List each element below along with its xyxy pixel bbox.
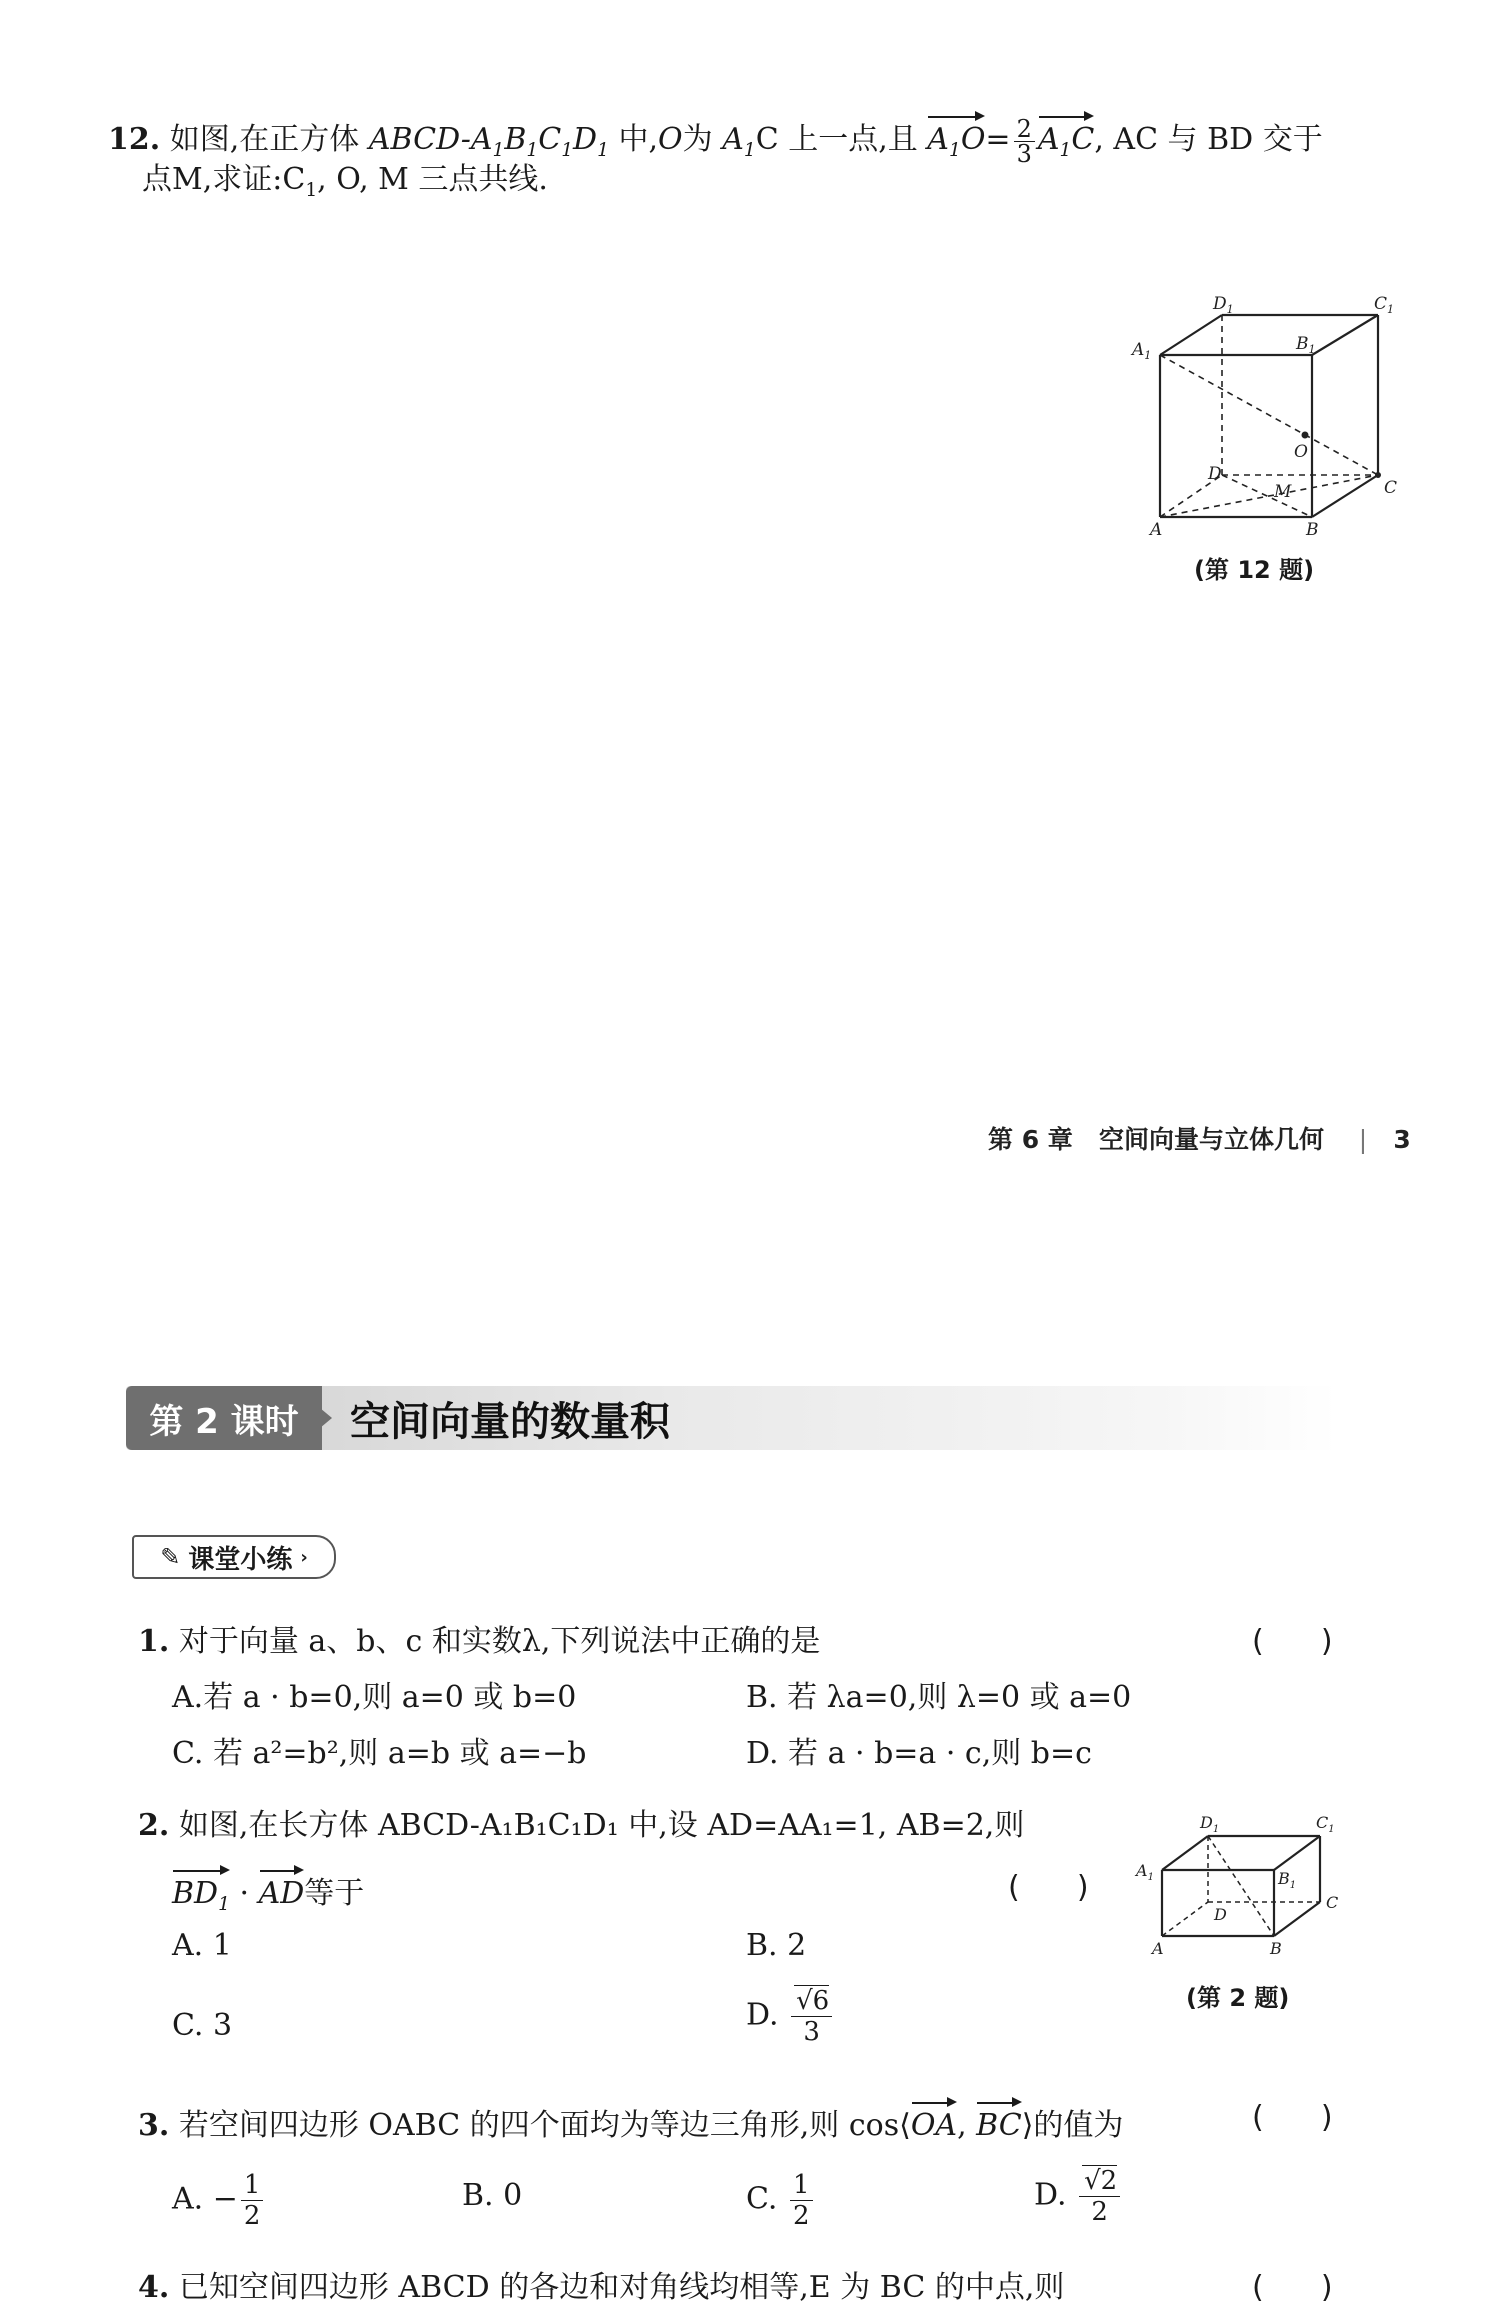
q3-option-a-label: A. −	[172, 2181, 238, 2217]
q2-label-c: C	[1326, 1893, 1339, 1912]
q2-option-a: A. 1	[172, 1928, 232, 1963]
q12-segment: $A_1$	[722, 122, 756, 161]
q12-cube-figure	[1130, 295, 1410, 535]
q2-label-b: B	[1270, 1939, 1282, 1958]
q12-line2-text-b: , O, M 三点共线.	[317, 162, 548, 197]
q12-label-d1: $D_1$	[1213, 295, 1234, 316]
q12-vector-a1o: $A_1O$	[927, 112, 985, 160]
q2-label-a: A	[1152, 1939, 1164, 1958]
lesson-tag: 第 2 课时	[126, 1386, 322, 1450]
section-label-text: 课堂小练	[188, 1544, 293, 1575]
page-footer	[988, 1120, 1411, 1156]
q2-option-d-label: D.	[746, 1997, 779, 2033]
q2-option-d	[746, 1986, 835, 2047]
q4-number: 4.	[138, 2270, 170, 2305]
q12-label-c1: $C_1$	[1374, 295, 1395, 316]
footer-title: 空间向量与立体几何	[1098, 1125, 1324, 1154]
q12-line2-text: 点M,求证:C	[142, 162, 306, 197]
q3-stem-pre: 若空间四边形 OABC 的四个面均为等边三角形,则 cos⟨	[178, 2108, 911, 2143]
q3-option-c-fraction: $\frac{1}{2}$	[790, 2170, 813, 2231]
q3-option-b: B. 0	[462, 2178, 523, 2213]
q3-option-a-fraction: $\frac{1}{2}$	[241, 2170, 264, 2231]
q2-option-d-denominator: 3	[803, 2017, 820, 2047]
q3-answer-paren: ( )	[1252, 2100, 1333, 2135]
lesson-tag-pointer	[320, 1408, 332, 1428]
q2-answer-paren: ( )	[1008, 1870, 1089, 1905]
q3-option-c	[746, 2170, 816, 2231]
q3-vector-oa: OA	[911, 2098, 957, 2146]
q12-fraction: $\frac{2}{3}$	[1014, 117, 1035, 166]
q12-text-mid1: 中,	[618, 122, 659, 157]
q2-vector-ad: AD	[259, 1866, 305, 1914]
q3-option-c-label: C.	[746, 2181, 778, 2217]
q2-vector-bd1: $BD_1$	[172, 1866, 230, 1914]
q2-label-a1: $A_1$	[1136, 1861, 1154, 1883]
q2-stem	[138, 1806, 1024, 1846]
q12-label-m: M	[1274, 482, 1292, 502]
q12-label-b: B	[1306, 520, 1319, 535]
q3-comma: ,	[957, 2108, 977, 2143]
q1-option-b: B. 若 λa=0,则 λ=0 或 a=0	[746, 1680, 1132, 1715]
q1-number: 1.	[138, 1624, 170, 1659]
q3-stem	[138, 2098, 1123, 2146]
q4-stem	[138, 2268, 1064, 2308]
q12-figure-caption: (第 12 题)	[1194, 556, 1315, 584]
pencil-icon: ✎	[160, 1543, 181, 1571]
q4-stem-text: 已知空间四边形 ABCD 的各边和对角线均相等,E 为 BC 的中点,则	[178, 2270, 1065, 2305]
q1-stem	[138, 1622, 820, 1662]
arrow-right-icon: ›	[300, 1546, 308, 1568]
q1-option-d: D. 若 a · b=a · c,则 b=c	[746, 1736, 1092, 1771]
q2-label-d1: $D_1$	[1200, 1813, 1220, 1835]
q12-line1	[108, 112, 1323, 166]
q12-eq: =	[985, 122, 1011, 157]
q12-number: 12.	[108, 122, 161, 157]
q1-option-a: A.若 a · b=0,则 a=0 或 b=0	[172, 1680, 577, 1715]
q12-point-o: O	[658, 122, 683, 157]
q2-option-d-numerator: √6	[796, 1986, 830, 2016]
q12-text-pre: 如图,在正方体	[169, 122, 360, 157]
q3-stem-post: ⟩的值为	[1021, 2108, 1124, 2143]
q12-line2: 点M,求证$:C_1$, O, M 三点共线.	[142, 162, 548, 201]
q12-label-b1: $B_1$	[1296, 334, 1316, 356]
footer-separator: |	[1358, 1125, 1368, 1154]
q2-option-b: B. 2	[746, 1928, 807, 1963]
q2-label-b1: $B_1$	[1278, 1869, 1297, 1891]
q12-text-tail: , AC 与 BD 交于	[1094, 122, 1323, 157]
q12-vector-a1c: $A_1C$	[1038, 112, 1094, 160]
q1-stem-text: 对于向量 a、b、c 和实数λ,下列说法中正确的是	[178, 1624, 821, 1659]
q1-answer-paren: ( )	[1252, 1624, 1333, 1659]
q3-option-a	[172, 2170, 266, 2231]
q3-vector-bc: BC	[976, 2098, 1022, 2146]
q2-stem-line2	[172, 1866, 364, 1914]
q2-dot: ·	[229, 1876, 259, 1911]
page-number: 3	[1393, 1125, 1411, 1154]
q12-label-a1: $A_1$	[1132, 340, 1152, 362]
q3-number: 3.	[138, 2108, 170, 2143]
q12-label-o: O	[1294, 442, 1308, 462]
q12-text-mid2: 为	[682, 122, 713, 157]
q2-label-d: D	[1214, 1905, 1227, 1924]
q2-number: 2.	[138, 1808, 170, 1843]
q12-label-c: C	[1384, 478, 1398, 498]
q3-option-d-fraction: $\frac{√2}{2}$	[1079, 2166, 1120, 2227]
q2-stem-text2: 等于	[304, 1876, 365, 1911]
q2-box-figure	[1130, 1808, 1360, 1958]
q12-label-d: D	[1208, 464, 1222, 484]
q4-answer-paren: ( )	[1252, 2270, 1333, 2305]
q12-cube-name: ABCD-$A_1B_1C_1D_1$	[368, 122, 609, 161]
q12-label-a: A	[1150, 520, 1163, 535]
q3-option-d	[1034, 2166, 1123, 2227]
q1-option-c: C. 若 a²=b²,则 a=b 或 a=−b	[172, 1736, 587, 1771]
q2-stem-text: 如图,在长方体 ABCD-A₁B₁C₁D₁ 中,设 AD=AA₁=1, AB=2,则	[178, 1808, 1025, 1843]
footer-chapter: 第 6 章	[988, 1125, 1073, 1154]
q2-figure-caption: (第 2 题)	[1186, 1984, 1290, 2012]
section-label	[132, 1535, 336, 1579]
q3-option-d-label: D.	[1034, 2177, 1067, 2213]
q2-option-c: C. 3	[172, 2008, 233, 2043]
q2-label-c1: $C_1$	[1316, 1813, 1335, 1835]
q12-text-after-line: C 上一点,且	[755, 122, 918, 157]
lesson-title: 空间向量的数量积	[350, 1398, 670, 1445]
q2-option-d-fraction	[791, 1986, 832, 2047]
